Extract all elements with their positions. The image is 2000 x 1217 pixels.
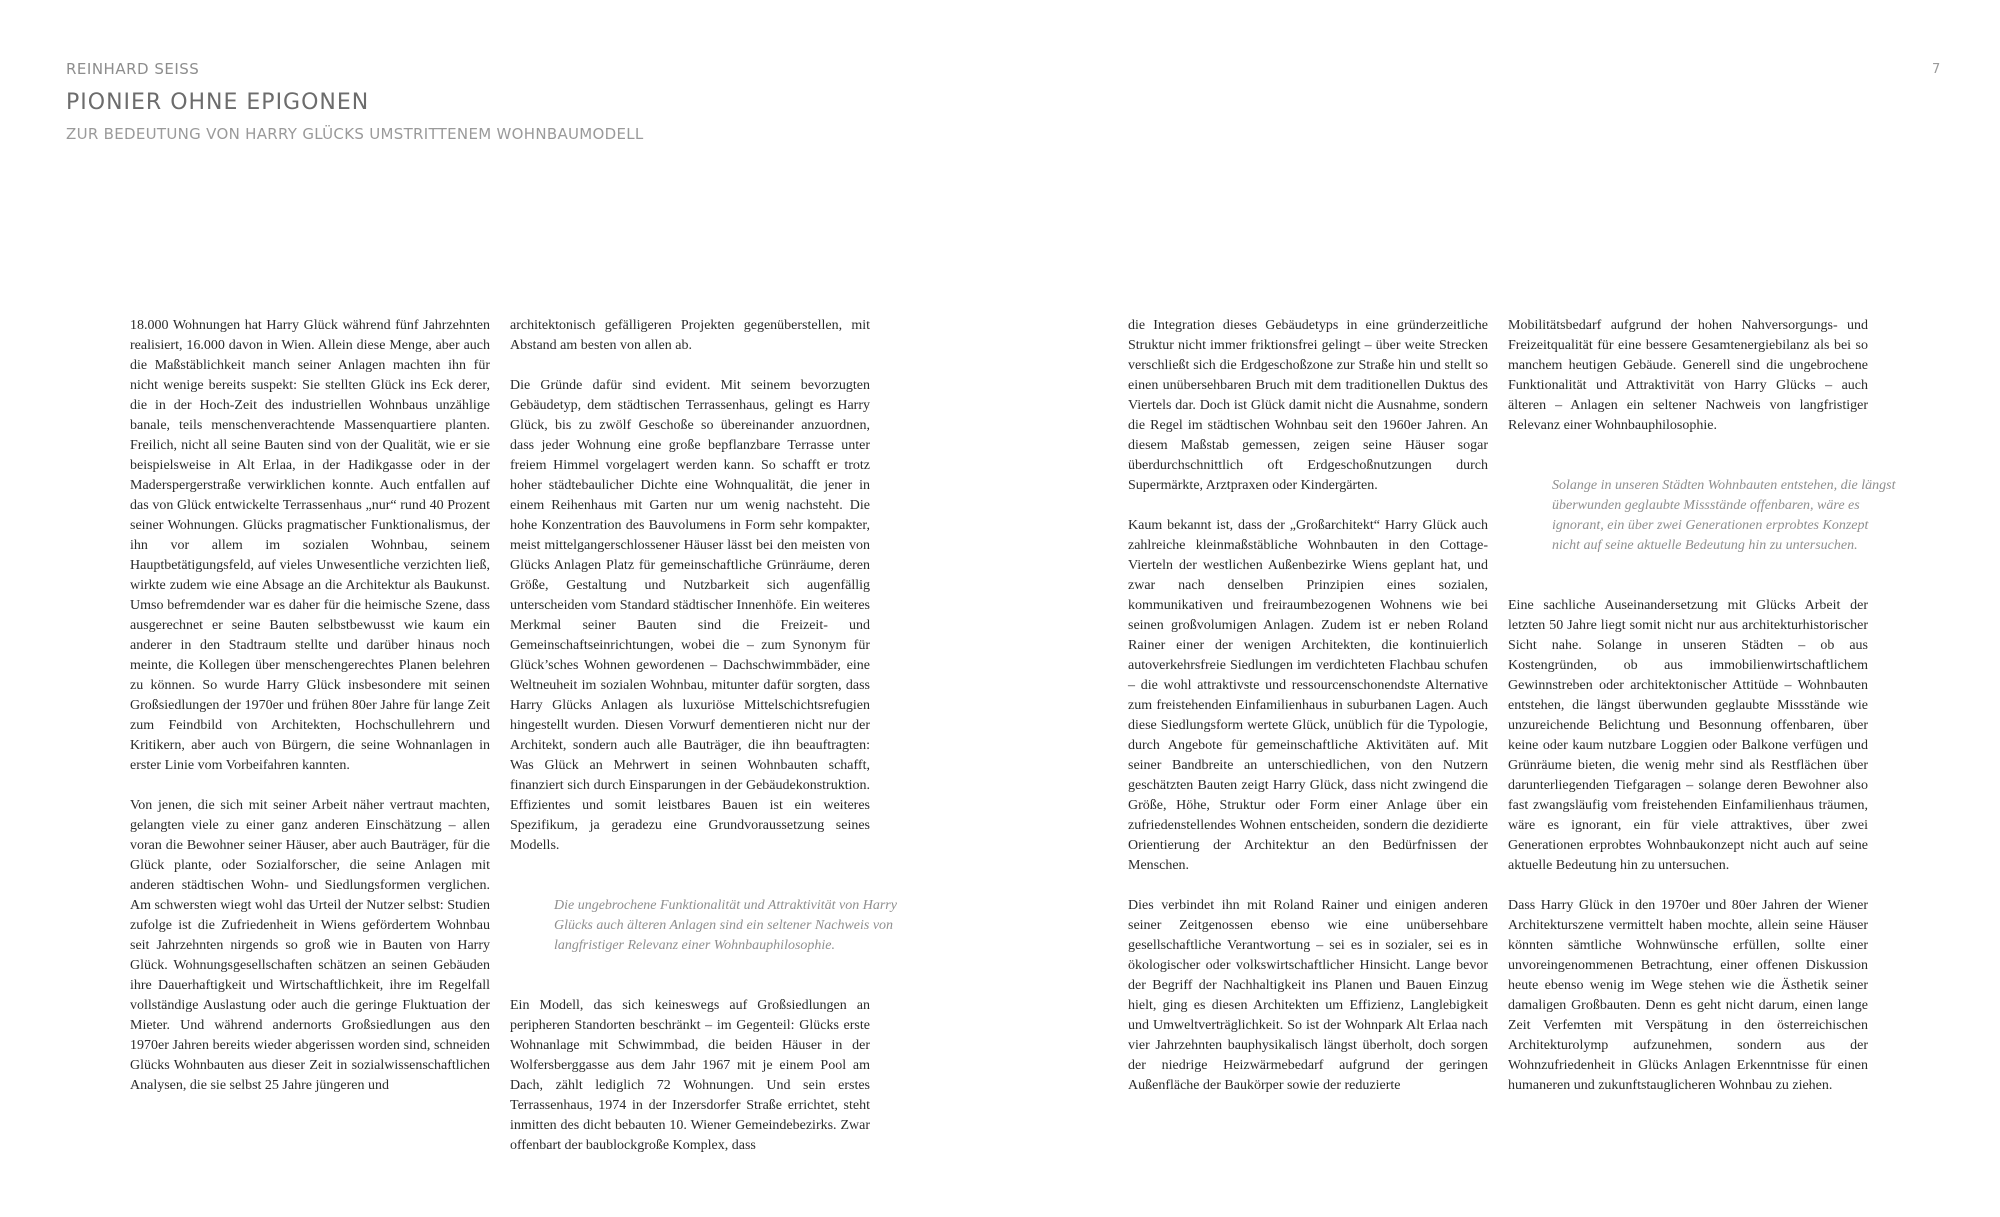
paragraph: 18.000 Wohnungen hat Harry Glück während fünf Jahrzehnten realisiert, 16.000 davon in Wien. Allein diese Menge, aber auch die Maßstäblichkeit manch seiner Anlagen machten ihn für nicht wenige bereits suspekt: Sie stellten Glück ins Eck derer, die in der Hoch-Zeit des industriellen Wohnbaus unzählige banale, teils menschenverachtende Massenquartiere planten. Freilich, nicht all seine Bauten sind von der Qualität, wie er sie beispielsweise in Alt Erlaa, in der Hadikgasse oder in der Maderspergerstraße verwirklichen konnte. Auch entfallen auf das von Glück entwickelte Terrassenhaus „nur“ rund 40 Prozent seiner Wohnungen. Glücks pragmatischer Funktionalismus, der ihn vor allem im sozialen Wohnbau, seinem Hauptbetätigungsfeld, auf vieles Unwesentliche verzichten ließ, wirkte zudem wie eine Absage an die Architektur als Baukunst. Umso befremdender war es daher für die heimische Szene, dass ausgerechnet er seine Bauten selbstbewusst wie kaum ein anderer in den Stadtraum stellte und darüber hinaus noch meinte, die Kollegen über menschengerechtes Planen belehren zu können. So wurde Harry Glück insbesondere mit seinen Großsiedlungen der 1970er und frühen 80er Jahre für lange Zeit zum Feindbild von Architekten, Hochschullehrern und Kritikern, aber auch von Bürgern, die seine Wohnanlagen in erster Linie vom Vorbeifahren kannten. — [130, 318, 490, 773]
paragraph: Dass Harry Glück in den 1970er und 80er Jahren der Wiener Architekturszene vermittelt haben mochte, allein seine Häuser könnten sämtliche Wohnwünsche erfüllen, sollte einer unvoreingenommenen Betrachtung, einer offenen Diskussion heute ebenso wenig im Wege stehen wie die Ästhetik seiner damaligen Großbauten. Denn es geht nicht darum, einen lange Zeit Verfemten mit Verspätung in den österreichischen Architekturolymp aufzunehmen, sondern aus der Wohnzufriedenheit in Glücks Anlagen Erkenntnisse für einen humaneren und zukunftstauglicheren Wohnbau zu ziehen. — [1508, 898, 1868, 1093]
pull-quote: Die ungebrochene Funktionalität und Attraktivität von Harry Glücks auch älteren Anlagen sind ein seltener Nachweis von langfristiger Relevanz einer Wohnbauphilosophie. — [554, 898, 897, 953]
page-number: 7 — [1932, 62, 1941, 77]
author-name: REINHARD SEISS — [66, 60, 200, 78]
pull-quote: Solange in unseren Städten Wohnbauten entstehen, die längst überwunden geglaubte Missstände offenbaren, wäre es ignorant, ein über zwei Generationen erprobtes Konzept nicht auf seine aktuelle Bedeutung hin zu untersuchen. — [1552, 478, 1896, 553]
text-column-3 — [1128, 316, 1488, 1116]
paragraph: Mobilitätsbedarf aufgrund der hohen Nahversorgungs- und Freizeitqualität für eine bessere Gesamtenergiebilanz als bei so manchem heutigen Gebäude. Generell sind die ungebrochene Funktionalität und Attraktivität von Harry Glücks – auch älteren – Anlagen ein seltener Nachweis von langfristiger Relevanz einer Wohnbauphilosophie. — [1508, 318, 1868, 433]
text-column-2 — [510, 316, 897, 1176]
text-column-1 — [130, 316, 490, 1116]
paragraph: Kaum bekannt ist, dass der „Großarchitekt“ Harry Glück auch zahlreiche kleinmaßstäbliche Wohnbauten in den Cottage-Vierteln der westlichen Außenbezirke Wiens geplant hat, und zwar nach denselben Prinzipien eines sozialen, kommunikativen und freiraumbezogenen Wohnens wie bei seinen großvolumigen Anlagen. Zudem ist er neben Roland Rainer einer der wenigen Architekten, die kontinuierlich autoverkehrsfreie Siedlungen im verdichteten Flachbau schufen – die wohl attraktivste und ressourcenschonendste Alternative zum freistehenden Einfamilienhaus in suburbanen Lagen. Auch diese Siedlungsform wertete Glück, unüblich für die Typologie, durch Angebote für gemeinschaftliche Aktivitäten auf. Mit seiner Bandbreite an unterschiedlichen, von den Nutzern geschätzten Bauten zeigt Harry Glück, dass nicht zwingend die Größe, Höhe, Struktur oder Form einer Anlage über ein zufriedenstellendes Wohnen entscheiden, sondern die dezidierte Orientierung der Architektur an den Bedürfnissen der Menschen. — [1128, 518, 1488, 873]
paragraph: architektonisch gefälligeren Projekten gegenüberstellen, mit Abstand am besten von allen ab. — [510, 318, 870, 353]
article-title: PIONIER OHNE EPIGONEN — [66, 90, 370, 115]
paragraph: Dies verbindet ihn mit Roland Rainer und einigen anderen seiner Zeitgenossen ebenso wie eine unübersehbare gesellschaftliche Verantwortung – sei es in sozialer, sei es in ökologischer oder volkswirtschaftlicher Hinsicht. Lange bevor der Begriff der Nachhaltigkeit ins Planen und Bauen Einzug hielt, ging es diesen Architekten um Effizienz, Langlebigkeit und Umweltverträglichkeit. So ist der Wohnpark Alt Erlaa nach vier Jahrzehnten bauphysikalisch längst überholt, doch sorgen der niedrige Heizwärmebedarf aufgrund der geringen Außenfläche der Baukörper sowie der reduzierte — [1128, 898, 1488, 1093]
paragraph: Ein Modell, das sich keineswegs auf Großsiedlungen an peripheren Standorten beschränkt – im Gegenteil: Glücks erste Wohnanlage mit Schwimmbad, die beiden Häuser in der Wolfersberggasse aus dem Jahr 1967 mit je einem Pool am Dach, zählt lediglich 72 Wohnungen. Und sein erstes Terrassenhaus, 1974 in der Inzersdorfer Straße errichtet, steht inmitten des dicht bebauten 10. Wiener Gemeindebezirks. Zwar offenbart der baublockgroße Komplex, dass — [510, 998, 870, 1153]
paragraph: Eine sachliche Auseinandersetzung mit Glücks Arbeit der letzten 50 Jahre liegt somit nicht nur aus architekturhistorischer Sicht nahe. Solange in unseren Städten – ob aus Kostengründen, ob aus immobilienwirtschaftlichem Gewinnstreben oder architektonischer Attitüde – Wohnbauten entstehen, die längst überwunden geglaubte Missstände wie unzureichende Belichtung und Besonnung offenbaren, über keine oder kaum nutzbare Loggien oder Balkone verfügen und Grünräume bieten, die wenig mehr sind als Restflächen über darunterliegenden Tiefgaragen – solange deren Bewohner also fast zwangsläufig vom freistehenden Einfamilienhaus träumen, wäre es ignorant, ein für viele attraktives, über zwei Generationen erprobtes Wohnbaukonzept nicht auch auf seine aktuelle Bedeutung hin zu untersuchen. — [1508, 598, 1868, 873]
page-header — [66, 60, 1566, 143]
paragraph: Von jenen, die sich mit seiner Arbeit näher vertraut machten, gelangten viele zu einer ganz anderen Einschätzung – allen voran die Bewohner seiner Häuser, aber auch Bauträger, für die Glück plante, oder Sozialforscher, die seine Anlagen mit anderen städtischen Wohn- und Siedlungsformen verglichen. Am schwersten wiegt wohl das Urteil der Nutzer selbst: Studien zufolge ist die Zufriedenheit in Wiens gefördertem Wohnbau seit Jahrzehnten nirgends so groß wie in Bauten von Harry Glück. Wohnungsgesellschaften schätzen an seinen Gebäuden ihre Dauerhaftigkeit und Wirtschaftlichkeit, ihre im Regelfall vollständige Auslastung oder auch die geringe Fluktuation der Mieter. Und während andernorts Großsiedlungen aus den 1970er Jahren bereits wieder abgerissen worden sind, schneiden Glücks Wohnbauten aus dieser Zeit in sozialwissenschaftlichen Analysen, die sie selbst 25 Jahre jüngeren und — [130, 798, 490, 1093]
paragraph: Die Gründe dafür sind evident. Mit seinem bevorzugten Gebäudetyp, dem städtischen Terrassenhaus, gelingt es Harry Glück, bis zu zwölf Geschoße so übereinander anzuordnen, dass jeder Wohnung eine große bepflanzbare Terrasse unter freiem Himmel vorgelagert werden kann. So schafft er trotz hoher städtebaulicher Dichte eine Wohnqualität, die jener in einem Reihenhaus mit Garten nur um wenig nachsteht. Die hohe Konzentration des Bauvolumens in Form sehr kompakter, meist mittelgangerschlossener Häuser lässt bei den meisten von Glücks Anlagen Platz für gemeinschaftliche Grünräume, deren Größe, Gestaltung und Nutzbarkeit sich augenfällig unterscheiden vom Standard städtischer Innenhöfe. Ein weiteres Merkmal seiner Bauten sind die Freizeit- und Gemeinschaftseinrichtungen, wobei die – zum Synonym für Glück’sches Wohnen gewordenen – Dachschwimmbäder, eine Weltneuheit im sozialen Wohnbau, mitunter dafür sorgten, dass Harry Glücks Anlagen als luxuriöse Mittelschichtsrefugien hingestellt wurden. Diesen Vorwurf dementieren nicht nur der Architekt, sondern auch alle Bauträger, die ihn beauftragten: Was Glück an Mehrwert in seinen Wohnbauten schafft, finanziert sich durch Einsparungen in der Gebäudekonstruktion. Effizientes und somit leistbares Bauen ist ein weiteres Spezifikum, ja geradezu eine Grundvoraussetzung seines Modells. — [510, 378, 870, 853]
text-column-4 — [1508, 316, 1896, 1116]
paragraph: die Integration dieses Gebäudetyps in eine gründerzeitliche Struktur nicht immer friktionsfrei gelingt – über weite Strecken verschließt sich die Erdgeschoßzone zur Straße hin und stellt so einen unübersehbaren Bruch mit dem traditionellen Duktus des Viertels dar. Doch ist Glück damit nicht die Ausnahme, sondern die Regel im städtischen Wohnbau seit den 1960er Jahren. An diesem Maßstab gemessen, zeigen seine Häuser sogar überdurchschnittlich oft Erdgeschoßnutzungen durch Supermärkte, Arztpraxen oder Kindergärten. — [1128, 318, 1488, 493]
article-subtitle: ZUR BEDEUTUNG VON HARRY GLÜCKS UMSTRITTENEM WOHNBAUMODELL — [66, 125, 644, 143]
